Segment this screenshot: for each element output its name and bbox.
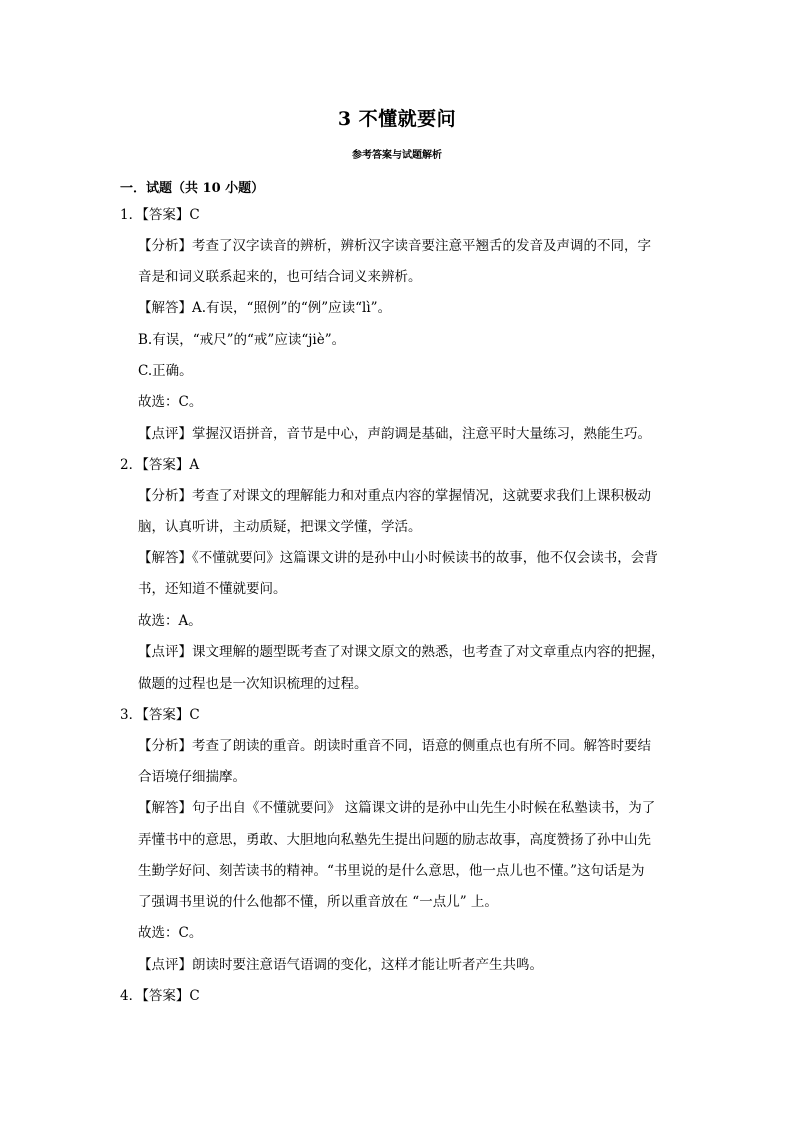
analysis-line: 【分析】考查了汉字读音的辨析，辨析汉字读音要注意平翘舌的发音及声调的不同，字 (138, 238, 651, 254)
choice-line: 故选：C。 (138, 394, 203, 410)
answer-line-q1: 1．【答案】C (120, 207, 200, 223)
page-subtitle: 参考答案与试题解析 (352, 150, 442, 161)
solution-line: 书，还知道不懂就要问。 (138, 581, 287, 597)
comment-line: 【点评】朗读时要注意语气语调的变化，这样才能让听者产生共鸣。 (138, 957, 543, 973)
page-title: 3 不懂就要问 (337, 108, 457, 130)
solution-line: 【解答】《不懂就要问》这篇课文讲的是孙中山小时候读书的故事，他不仅会读书，会背 (138, 550, 658, 566)
choice-line: 故选：C。 (138, 925, 203, 941)
solution-line: C.正确。 (138, 363, 193, 379)
solution-line: 弄懂书中的意思，勇敢、大胆地向私塾先生提出问题的励志故事，高度赞扬了孙中山先 (138, 832, 651, 848)
choice-line: 故选：A。 (138, 613, 202, 629)
solution-line: 了强调书里说的什么他都不懂，所以重音放在 “一点儿” 上。 (138, 894, 498, 910)
answer-line-q4: 4．【答案】C (120, 988, 200, 1004)
comment-line: 【点评】掌握汉语拼音，音节是中心，声韵调是基础，注意平时大量练习，熟能生巧。 (138, 426, 651, 442)
solution-line: 【解答】句子出自《不懂就要问》 这篇课文讲的是孙中山先生小时候在私塾读书，为了 (138, 800, 656, 816)
analysis-line: 脑，认真听讲，主动质疑，把课文学懂，学活。 (138, 519, 422, 535)
solution-line: 【解答】A.有误，“照例”的“例”应读“lì”。 (138, 300, 392, 316)
comment-line: 做题的过程也是一次知识梳理的过程。 (138, 676, 368, 692)
comment-line: 【点评】课文理解的题型既考查了对课文原文的熟悉，也考查了对文章重点内容的把握， (138, 644, 665, 660)
analysis-line: 【分析】考查了对课文的理解能力和对重点内容的掌握情况，这就要求我们上课积极动 (138, 488, 651, 504)
answer-line-q3: 3．【答案】C (120, 707, 200, 723)
analysis-line: 音是和词义联系起来的，也可结合词义来辨析。 (138, 269, 422, 285)
section-heading: 一．试题（共 10 小题） (120, 181, 265, 196)
analysis-line: 【分析】考查了朗读的重音。朗读时重音不同，语意的侧重点也有所不同。解答时要结 (138, 738, 651, 754)
solution-line: B.有误，“戒尺”的“戒”应读“jiè”。 (138, 332, 346, 348)
solution-line: 生勤学好问、刻苦读书的精神。“书里说的是什么意思，他一点儿也不懂。”这句话是为 (138, 863, 645, 879)
analysis-line: 合语境仔细揣摩。 (138, 769, 246, 785)
answer-line-q2: 2．【答案】A (120, 457, 200, 473)
